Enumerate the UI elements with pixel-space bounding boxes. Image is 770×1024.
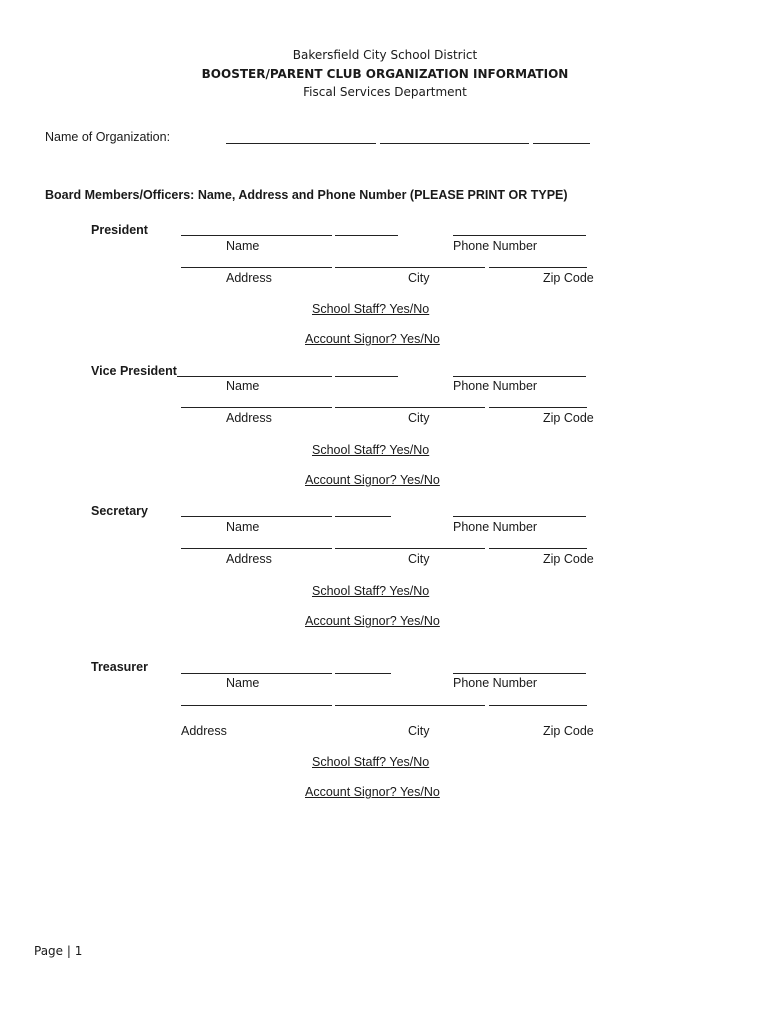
city-label: City <box>408 411 430 425</box>
phone-line[interactable] <box>453 516 586 517</box>
city-line[interactable] <box>335 267 485 268</box>
name-line-ext[interactable] <box>335 516 391 517</box>
officer-role: Treasurer <box>91 660 148 674</box>
officer-role: Secretary <box>91 504 148 518</box>
board-members-heading: Board Members/Officers: Name, Address and Phone Number (PLEASE PRINT OR TYPE) <box>45 188 568 202</box>
name-line[interactable] <box>181 673 332 674</box>
address-label: Address <box>226 271 272 285</box>
phone-label: Phone Number <box>453 676 538 690</box>
city-label: City <box>408 271 430 285</box>
name-line[interactable] <box>181 516 332 517</box>
form-title: BOOSTER/PARENT CLUB ORGANIZATION INFORMATION <box>201 67 569 81</box>
org-name-line-2[interactable] <box>380 143 529 144</box>
zip-label: Zip Code <box>543 271 594 285</box>
zip-label: Zip Code <box>543 552 594 566</box>
name-line-ext[interactable] <box>335 673 391 674</box>
account-signor-question[interactable]: Account Signor? Yes/No <box>305 332 440 346</box>
address-label: Address <box>226 411 272 425</box>
zip-line[interactable] <box>489 548 587 549</box>
city-label: City <box>408 552 430 566</box>
account-signor-question[interactable]: Account Signor? Yes/No <box>305 785 440 799</box>
org-name-line-3[interactable] <box>533 143 590 144</box>
name-label: Name <box>226 239 260 253</box>
name-line[interactable] <box>177 376 332 377</box>
name-line-ext[interactable] <box>335 376 398 377</box>
officer-role: President <box>91 223 148 237</box>
address-line[interactable] <box>181 407 332 408</box>
officer-role: Vice President <box>91 364 177 378</box>
school-staff-question[interactable]: School Staff? Yes/No <box>312 443 430 457</box>
name-label: Name <box>226 520 260 534</box>
zip-line[interactable] <box>489 407 587 408</box>
school-staff-question[interactable]: School Staff? Yes/No <box>312 584 430 598</box>
city-line[interactable] <box>335 548 485 549</box>
account-signor-question[interactable]: Account Signor? Yes/No <box>305 473 440 487</box>
address-label: Address <box>226 552 272 566</box>
school-staff-question[interactable]: School Staff? Yes/No <box>312 755 430 769</box>
address-line[interactable] <box>181 548 332 549</box>
district-name: Bakersfield City School District <box>292 48 478 62</box>
account-signor-question[interactable]: Account Signor? Yes/No <box>305 614 440 628</box>
phone-line[interactable] <box>453 235 586 236</box>
zip-label: Zip Code <box>543 411 594 425</box>
phone-line[interactable] <box>453 673 586 674</box>
city-line[interactable] <box>335 705 485 706</box>
address-line[interactable] <box>181 705 332 706</box>
org-name-label: Name of Organization: <box>45 130 171 144</box>
name-label: Name <box>226 379 260 393</box>
city-label: City <box>408 724 430 738</box>
zip-line[interactable] <box>489 705 587 706</box>
phone-label: Phone Number <box>453 520 538 534</box>
page-number: Page | 1 <box>34 944 83 958</box>
name-line[interactable] <box>181 235 332 236</box>
city-line[interactable] <box>335 407 485 408</box>
phone-label: Phone Number <box>453 239 538 253</box>
name-line-ext[interactable] <box>335 235 398 236</box>
school-staff-question[interactable]: School Staff? Yes/No <box>312 302 430 316</box>
address-label: Address <box>181 724 227 738</box>
zip-line[interactable] <box>489 267 587 268</box>
zip-label: Zip Code <box>543 724 594 738</box>
address-line[interactable] <box>181 267 332 268</box>
name-label: Name <box>226 676 260 690</box>
org-name-line-1[interactable] <box>226 143 376 144</box>
department-name: Fiscal Services Department <box>303 85 467 99</box>
phone-line[interactable] <box>453 376 586 377</box>
phone-label: Phone Number <box>453 379 538 393</box>
